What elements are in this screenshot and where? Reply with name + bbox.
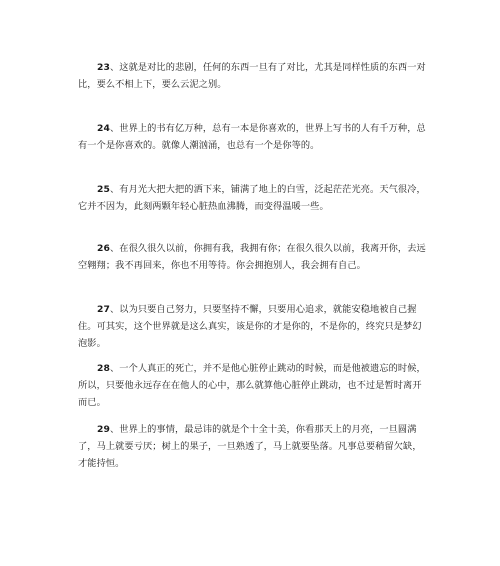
quote-paragraph-29 bbox=[78, 421, 430, 472]
paragraph-number: 26 bbox=[97, 243, 110, 254]
paragraph-text: 、在很久很久以前，你拥有我，我拥有你；在很久很久以前，我离开你，去远空翱翔；我不再回来，你也不用等待。你会拥抱别人，我会拥有自己。 bbox=[78, 243, 426, 271]
quote-paragraph-24 bbox=[78, 120, 430, 154]
quote-paragraph-25 bbox=[78, 181, 430, 215]
paragraph-number: 29 bbox=[97, 424, 110, 435]
paragraph-text: 、世界上的事情，最忌讳的就是个十全十美，你看那天上的月亮，一旦圆满了，马上就要亏厌；树上的果子，一旦熟透了，马上就要坠落。凡事总要稍留欠缺，才能持恒。 bbox=[78, 424, 422, 469]
paragraph-text: 、以为只要自己努力，只要坚持不懈，只要用心追求，就能安稳地被自己握住。可其实，这个世界就是这么真实，该是你的才是你的，不是你的，终究只是梦幻泡影。 bbox=[78, 304, 422, 349]
paragraph-number: 28 bbox=[97, 363, 110, 374]
quote-paragraph-27 bbox=[78, 301, 430, 352]
paragraph-text: 、一个人真正的死亡，并不是他心脏停止跳动的时候，而是他被遗忘的时候，所以，只要他永远存在在他人的心中，那么就算他心脏停止跳动，也不过是暂时离开而已。 bbox=[78, 363, 426, 408]
paragraph-number: 23 bbox=[97, 62, 110, 73]
paragraph-text: 、世界上的书有亿万种，总有一本是你喜欢的，世界上写书的人有千万种，总有一个是你喜欢的。就像人潮汹涌，也总有一个是你等的。 bbox=[78, 123, 426, 151]
paragraph-text: 、这就是对比的悲剧，任何的东西一旦有了对比，尤其是同样性质的东西一对比，要么不相上下，要么云泥之别。 bbox=[78, 62, 426, 90]
paragraph-number: 27 bbox=[97, 304, 110, 315]
quote-paragraph-28 bbox=[78, 360, 430, 411]
paragraph-number: 25 bbox=[97, 184, 110, 195]
quote-paragraph-26 bbox=[78, 240, 430, 274]
paragraph-text: 、有月光大把大把的洒下来，铺满了地上的白雪，泛起茫茫光亮。天气很冷，它并不因为，此刻两颗年轻心脏热血沸腾，而变得温暖一些。 bbox=[78, 184, 426, 212]
quote-paragraph-23 bbox=[78, 59, 430, 93]
paragraph-number: 24 bbox=[97, 123, 110, 134]
